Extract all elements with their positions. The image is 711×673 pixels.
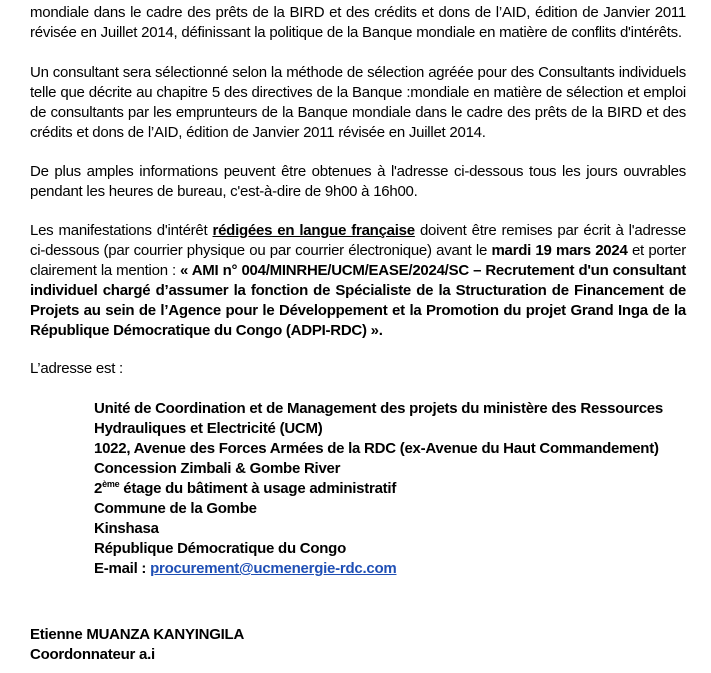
address-floor-number: 2 <box>94 480 103 497</box>
address-country: République Démocratique du Congo <box>94 540 347 557</box>
email-label: E-mail : <box>94 560 151 577</box>
signature-block <box>30 625 686 665</box>
address-street: 1022, Avenue des Forces Armées de la RDC (ex-Avenue du Haut Commandement) <box>94 440 659 457</box>
paragraph-information-hours: De plus amples informations peuvent être obtenues à l'adresse ci-dessous tous les jours ouvrables pendant les heures de bureau, c'est-à-dire de 9h00 à 16h00. <box>30 163 686 200</box>
paragraph-policy-reference: mondiale dans le cadre des prêts de la BIRD et des crédits et dons de l’AID, édition de Janvier 2011 révisée en Juillet 2014, définissant la politique de la Banque mondiale en matière de conflits d'intérêts. <box>30 4 686 41</box>
address-concession: Concession Zimbali & Gombe River <box>94 460 341 477</box>
address-commune: Commune de la Gombe <box>94 500 257 517</box>
address-floor <box>94 479 686 499</box>
paragraph-submission-instructions <box>30 221 686 341</box>
paragraph-selection-method: Un consultant sera sélectionné selon la méthode de sélection agréée pour des Consultants individuels telle que décrite au chapitre 5 des directives de la Banque :mondiale en matière de sélection et emploi de consultants par les emprunteurs de la Banque mondiale dans le cadre des prêts de la BIRD et des crédits et dons de l’AID, édition de Janvier 2011 révisée en Juillet 2014. <box>30 64 686 141</box>
document-page <box>30 3 686 665</box>
address-city: Kinshasa <box>94 520 159 537</box>
submission-deadline: mardi 19 mars 2024 <box>491 242 628 259</box>
address-floor-description: étage du bâtiment à usage administratif <box>119 480 397 497</box>
address-floor-superscript: ème <box>102 479 120 489</box>
signatory-name: Etienne MUANZA KANYINGILA <box>30 626 245 643</box>
submission-text-part1: Les manifestations d'intérêt <box>30 222 213 239</box>
address-block <box>94 399 686 579</box>
language-requirement: rédigées en langue française <box>212 222 415 239</box>
email-link[interactable]: procurement@ucmenergie-rdc.com <box>150 560 397 577</box>
submission-end: . <box>378 322 383 339</box>
address-organization: Unité de Coordination et de Management des projets du ministère des Ressources Hydrauliques et Electricité (UCM) <box>94 400 663 437</box>
signatory-title: Coordonnateur a.i <box>30 646 155 663</box>
address-email-line <box>94 559 686 579</box>
submission-text-part3: et porter clairement la mention : <box>30 242 687 279</box>
submission-mention: « AMI n° 004/MINRHE/UCM/EASE/2024/SC – Recrutement d'un consultant individuel chargé d’assumer la fonction de Spécialiste de la Structuration de Financement de Projets au sein de l’Agence pour le Développement et la Promotion du projet Grand Inga de la République Démocratique du Congo (ADPI-RDC) » <box>30 262 686 339</box>
submission-text-part2: doivent être remises par écrit à l'adresse ci-dessous (par courrier physique ou par courrier électronique) avant le <box>30 222 686 259</box>
address-intro: L’adresse est : <box>30 360 123 377</box>
